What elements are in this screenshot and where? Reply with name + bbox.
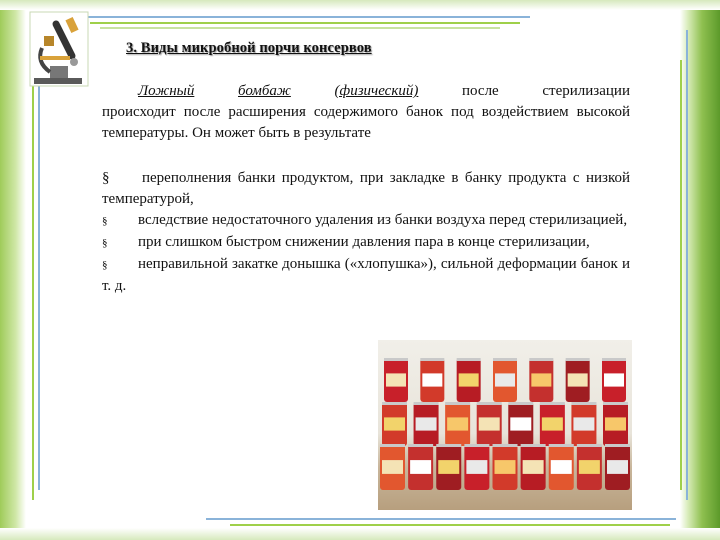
intro-rest: происходит после расширения содержимого банок под воздействием высокой температуры. Он может быть в результате [102, 104, 630, 141]
can-icon [380, 444, 405, 490]
bullet-icon: § [102, 215, 108, 227]
list-item [102, 254, 630, 297]
word-sterilization: стерилизации [542, 83, 630, 99]
can-icon [549, 444, 574, 490]
bullet-icon: § [102, 259, 108, 271]
can-icon [540, 402, 565, 446]
can-icon [577, 444, 602, 490]
can-icon [529, 358, 553, 402]
left-line-blue [38, 60, 40, 490]
cans-illustration [378, 340, 632, 510]
term-false: Ложный [138, 83, 195, 99]
bottom-line-green [230, 524, 670, 526]
top-line-green [90, 22, 520, 24]
can-icon [445, 402, 470, 446]
frame-bottom-decoration [0, 528, 720, 540]
can-icon [477, 402, 502, 446]
list-item [102, 232, 630, 254]
bullet-icon: § [102, 170, 110, 186]
can-icon [571, 402, 596, 446]
can-icon [457, 358, 481, 402]
right-line-green [680, 60, 682, 490]
top-line-blue [40, 16, 530, 18]
can-icon [408, 444, 433, 490]
list-item [102, 168, 630, 210]
list-item-text: вследствие недостаточного удаления из банки воздуха перед стерилизацией, [138, 212, 628, 228]
bullet-icon: § [102, 237, 108, 249]
frame-top-decoration [0, 0, 720, 10]
top-line-lightgreen [100, 27, 500, 29]
list-item-text: при слишком быстром снижении давления пара в конце стерилизации, [138, 234, 590, 250]
word-after: после [462, 83, 499, 99]
slide-title: 3. Виды микробной порчи консервов [126, 40, 372, 56]
list-item-text: переполнения банки продуктом, при закладке в банку продукта с низкой температурой, [102, 170, 630, 207]
can-icon [420, 358, 444, 402]
intro-first-line [102, 81, 630, 102]
frame-left-decoration [0, 0, 26, 540]
left-line-green [32, 40, 34, 500]
can-icon [602, 358, 626, 402]
can-icon [508, 402, 533, 446]
list-item [102, 210, 630, 232]
can-icon [605, 444, 630, 490]
right-line-blue [686, 30, 688, 500]
intro-paragraph [102, 81, 630, 144]
can-icon [464, 444, 489, 490]
can-icon [493, 358, 517, 402]
can-icon [382, 402, 407, 446]
can-icon [436, 444, 461, 490]
microscope-logo-icon [28, 10, 90, 88]
can-icon [493, 444, 518, 490]
can-icon [521, 444, 546, 490]
term-bombage: бомбаж [238, 83, 291, 99]
photo-cans [378, 340, 632, 510]
can-icon [566, 358, 590, 402]
can-icon [603, 402, 628, 446]
term-physical: (физический) [334, 83, 419, 99]
list-item-text: неправильной закатке донышка («хлопушка»), сильной деформации банок и т. д. [102, 256, 630, 294]
can-icon [414, 402, 439, 446]
can-icon [384, 358, 408, 402]
bottom-line-blue [206, 518, 676, 520]
causes-list [102, 168, 630, 297]
